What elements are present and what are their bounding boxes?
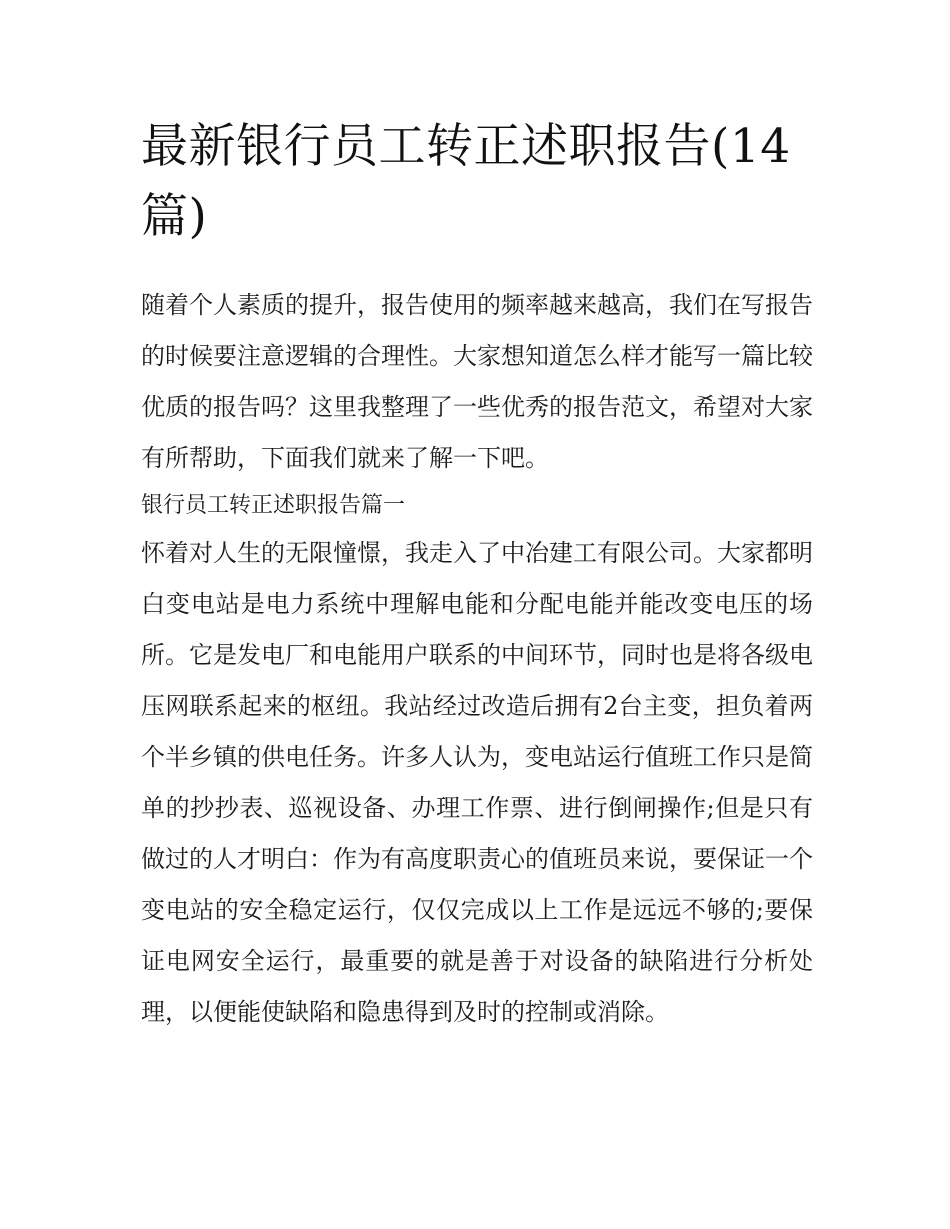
intro-paragraph: 随着个人素质的提升，报告使用的频率越来越高，我们在写报告的时候要注意逻辑的合理性。大家想知道怎么样才能写一篇比较优质的报告吗？这里我整理了一些优秀的报告范文，希望对大家有所帮助，下面我们就来了解一下吧。 — [141, 291, 813, 472]
document-title: 最新银行员工转正述职报告(14篇) — [141, 119, 791, 244]
body-paragraph: 怀着对人生的无限憧憬，我走入了中冶建工有限公司。大家都明白变电站是电力系统中理解电能和分配电能并能改变电压的场所。它是发电厂和电能用户联系的中间环节，同时也是将各级电压网联系起来的枢纽。我站经过改造后拥有2台主变，担负着两个半乡镇的供电任务。许多人认为，变电站运行值班工作只是简单的抄抄表、巡视设备、办理工作票、进行倒闸操作;但是只有做过的人才明白：作为有高度职责心的值班员来说，要保证一个变电站的安全稳定运行，仅仅完成以上工作是远远不够的;要保证电网安全运行，最重要的就是善于对设备的缺陷进行分析处理，以便能使缺陷和隐患得到及时的控制或消除。 — [141, 539, 813, 1026]
section-heading: 银行员工转正述职报告篇一 — [141, 493, 406, 518]
document-content — [141, 112, 813, 1038]
